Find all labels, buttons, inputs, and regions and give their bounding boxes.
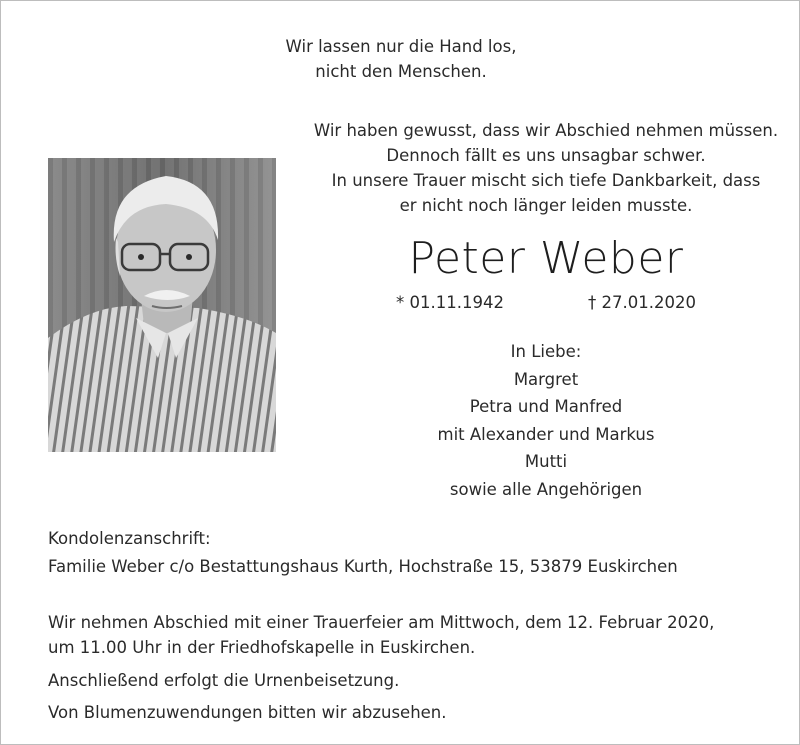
mourners-list [346,338,746,503]
flowers-note: Von Blumenzuwendungen bitten wir abzusehen. [48,703,447,722]
quote-line: Wir lassen nur die Hand los, [285,37,517,56]
mourner-name: Petra und Manfred [469,397,623,416]
mourner-name: mit Alexander und Markus [437,424,655,444]
verse-line: er nicht noch länger leiden musste. [399,196,693,215]
birth-date: * 01.11.1942 [396,293,504,312]
death-date: † 27.01.2020 [588,293,696,312]
condolence-label: Kondolenzanschrift: [48,529,211,548]
deceased-name: Peter Weber [408,233,684,284]
urn-burial-note: Anschließend erfolgt die Urnenbeisetzung. [48,671,400,690]
quote-line: nicht den Menschen. [315,62,487,81]
verse-line: Dennoch fällt es uns unsagbar schwer. [386,146,706,165]
mourner-name: sowie alle Angehörigen [449,479,643,499]
ceremony-line: um 11.00 Uhr in der Friedhofskapelle in Euskirchen. [48,638,476,657]
ceremony-info [48,610,714,660]
portrait-photo [48,158,276,452]
ceremony-line: Wir nehmen Abschied mit einer Trauerfeier am Mittwoch, dem 12. Februar 2020, [48,613,715,632]
verse-line: Wir haben gewusst, dass wir Abschied nehmen müssen. [313,121,779,140]
condolence-address: Familie Weber c/o Bestattungshaus Kurth, Hochstraße 15, 53879 Euskirchen [48,557,678,576]
verse [301,118,791,218]
mourners-intro: In Liebe: [510,342,582,361]
opening-quote [241,34,561,84]
verse-line: In unsere Trauer mischt sich tiefe Dankbarkeit, dass [331,171,761,190]
mourner-name: Mutti [524,452,568,471]
mourner-name: Margret [513,369,579,389]
